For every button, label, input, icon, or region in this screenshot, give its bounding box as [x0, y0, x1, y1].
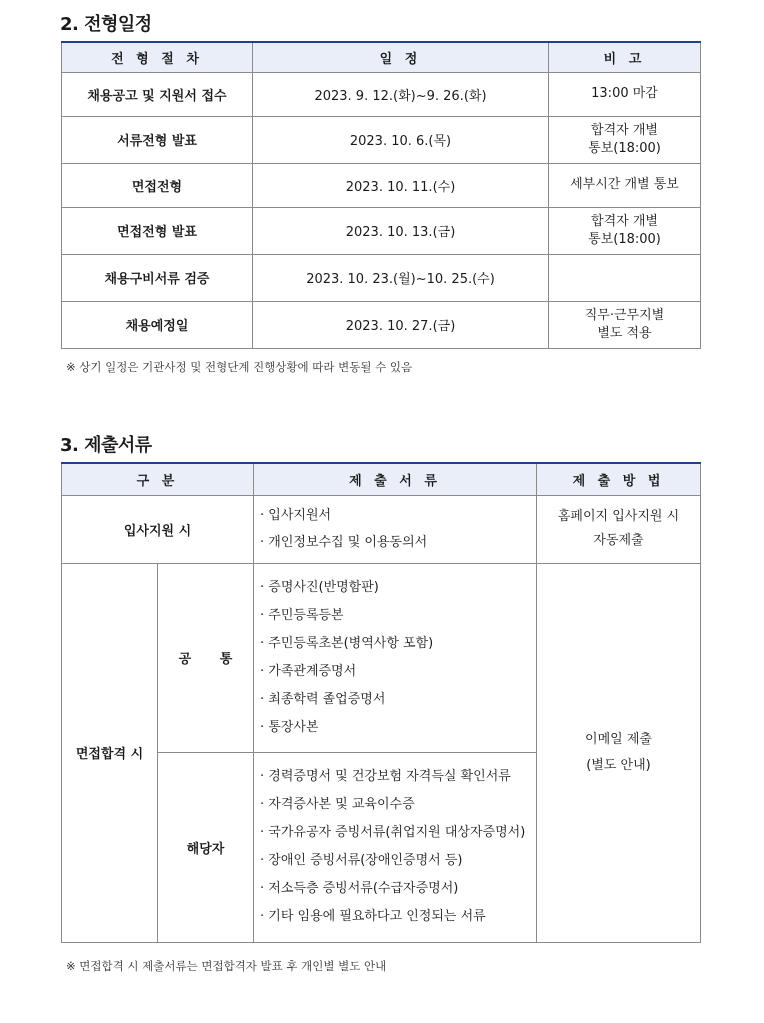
note-cell: 13:00 마감 — [549, 72, 701, 116]
list-item: · 주민등록등본 — [260, 607, 344, 623]
table-row — [62, 163, 701, 207]
list-item: · 저소득층 증빙서류(수급자증명서) — [260, 881, 459, 896]
apply-method: 홈페이지 입사지원 시 자동제출 — [537, 495, 701, 563]
col-header-category: 구 분 — [62, 463, 254, 495]
date-cell: 2023. 10. 23.(월)~10. 25.(수) — [253, 254, 549, 301]
step-cell: 채용예정일 — [62, 301, 253, 348]
list-item: · 국가유공자 증빙서류(취업지원 대상자증명서) — [260, 825, 526, 840]
date-cell: 2023. 10. 6.(목) — [253, 116, 549, 163]
list-item: · 기타 임용에 필요하다고 인정되는 서류 — [260, 909, 486, 924]
documents-table — [61, 462, 701, 943]
list-item: · 개인정보수집 및 이용동의서 — [260, 535, 428, 550]
note-cell: 합격자 개별 통보(18:00) — [549, 116, 701, 163]
table-row — [62, 207, 701, 254]
table-row — [62, 301, 701, 348]
date-cell: 2023. 9. 12.(화)~9. 26.(화) — [253, 72, 549, 116]
schedule-footnote: ※ 상기 일정은 기관사정 및 전형단계 진행상황에 따라 변동될 수 있음 — [66, 360, 413, 374]
col-header-note: 비 고 — [549, 42, 701, 72]
common-label: 공 통 — [158, 563, 254, 752]
list-item: · 경력증명서 및 건강보험 자격득실 확인서류 — [260, 769, 511, 784]
table-row — [62, 254, 701, 301]
list-item: · 자격증사본 및 교육이수증 — [260, 797, 415, 812]
list-item: · 증명사진(반명함판) — [260, 579, 379, 595]
step-cell: 서류전형 발표 — [62, 116, 253, 163]
list-item: · 입사지원서 — [260, 508, 332, 523]
step-cell: 채용구비서류 검증 — [62, 254, 253, 301]
date-cell: 2023. 10. 11.(수) — [253, 163, 549, 207]
col-header-documents: 제 출 서 류 — [254, 463, 537, 495]
step-cell: 면접전형 — [62, 163, 253, 207]
note-cell: 세부시간 개별 통보 — [549, 163, 701, 207]
list-item: · 최종학력 졸업증명서 — [260, 691, 386, 707]
list-item: · 장애인 증빙서류(장애인증명서 등) — [260, 853, 463, 868]
table-row — [62, 116, 701, 163]
relevant-label: 해당자 — [158, 752, 254, 942]
list-item: · 주민등록초본(병역사항 포함) — [260, 635, 434, 651]
apply-docs — [254, 495, 537, 563]
apply-label: 입사지원 시 — [62, 495, 254, 563]
table-row — [62, 495, 701, 563]
table-row — [62, 563, 701, 752]
interview-label: 면접합격 시 — [62, 563, 158, 942]
section-title-documents: 3. 제출서류 — [60, 435, 152, 456]
note-cell — [549, 254, 701, 301]
step-cell: 면접전형 발표 — [62, 207, 253, 254]
interview-method: 이메일 제출 (별도 안내) — [537, 563, 701, 942]
col-header-method: 제 출 방 법 — [537, 463, 701, 495]
table-row — [62, 72, 701, 116]
date-cell: 2023. 10. 27.(금) — [253, 301, 549, 348]
note-cell: 합격자 개별 통보(18:00) — [549, 207, 701, 254]
schedule-table — [61, 41, 701, 349]
col-header-date: 일 정 — [253, 42, 549, 72]
documents-footnote: ※ 면접합격 시 제출서류는 면접합격자 발표 후 개인별 별도 안내 — [66, 959, 387, 973]
relevant-docs — [254, 752, 537, 942]
date-cell: 2023. 10. 13.(금) — [253, 207, 549, 254]
col-header-step: 전 형 절 차 — [62, 42, 253, 72]
common-docs — [254, 563, 537, 752]
list-item: · 통장사본 — [260, 719, 319, 735]
section-title-schedule: 2. 전형일정 — [60, 14, 152, 35]
note-cell: 직무·근무지별 별도 적용 — [549, 301, 701, 348]
step-cell: 채용공고 및 지원서 접수 — [62, 72, 253, 116]
list-item: · 가족관계증명서 — [260, 663, 357, 679]
